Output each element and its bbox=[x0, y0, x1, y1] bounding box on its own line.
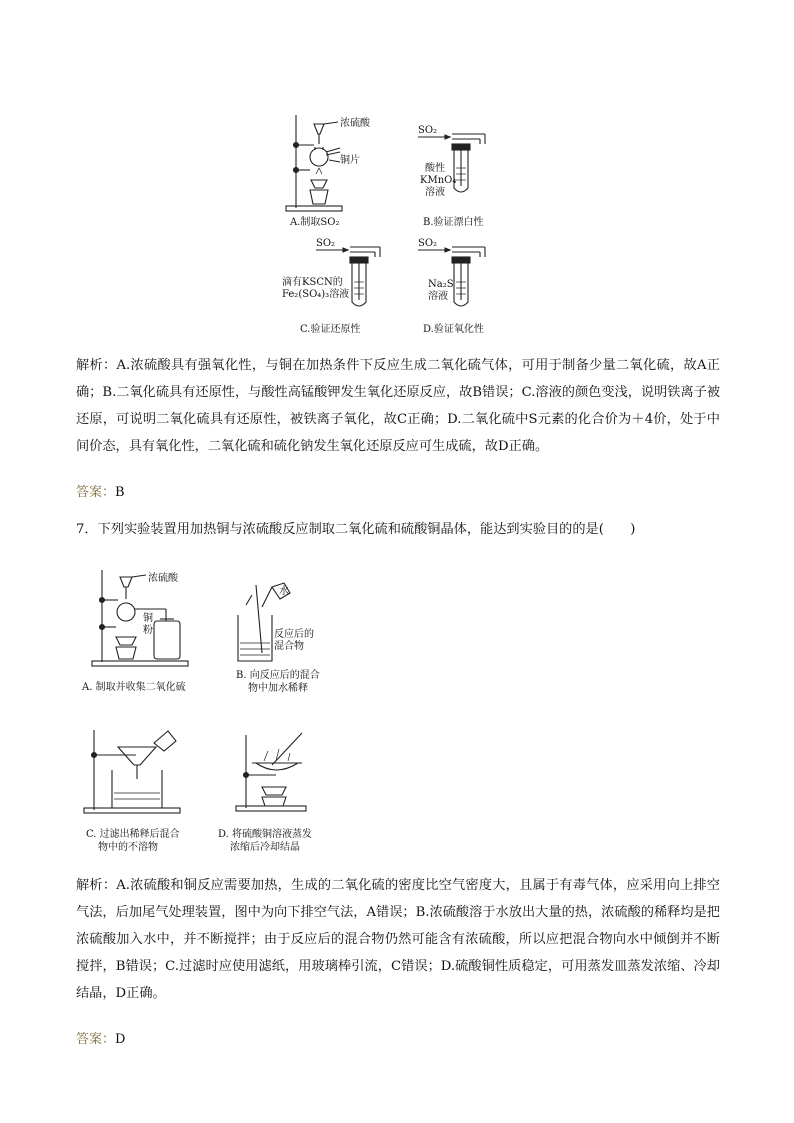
question-7: 7．下列实验装置用加热铜与浓硫酸反应制取二氧化硫和硫酸铜晶体，能达到实验目的的是( ) bbox=[76, 522, 636, 537]
label-so2-d: SO₂ bbox=[418, 238, 438, 249]
label-2-copper-2: 粉 bbox=[143, 625, 153, 636]
caption-d: D.验证氧化性 bbox=[423, 324, 484, 335]
label-acid-kmno4: 酸性 bbox=[425, 163, 445, 174]
label-solution-b: 溶液 bbox=[425, 187, 445, 198]
caption-2a: A. 制取并收集二氧化硫 bbox=[82, 682, 186, 693]
caption-2b-1: B. 向反应后的混合 bbox=[236, 670, 320, 681]
apparatus-2d bbox=[236, 733, 306, 811]
apparatus-2c bbox=[84, 730, 180, 813]
label-conc-acid: 浓硫酸 bbox=[340, 118, 370, 129]
label-2-copper-1: 铜 bbox=[143, 613, 153, 624]
analysis-paragraph-1: 解析：A.浓硫酸具有强氧化性，与铜在加热条件下反应生成二氧化硫气体，可用于制备少量二氧化硫，故A正确；B.二氧化硫具有还原性，与酸性高锰酸钾发生氧化还原反应，故B错误；C.溶液的颜色变浅，说明铁离子被还原，可说明二氧化硫具有还原性，被铁离子氧化，故C正确；D.二氧化硫中S元素的化合价为＋4价，处于中间价态，具有氧化性，二氧化硫和硫化钠发生氧化还原反应可生成硫，故D正确。 bbox=[76, 358, 721, 454]
caption-2c-1: C. 过滤出稀释后混合 bbox=[86, 829, 180, 840]
label-copper: 铜片 bbox=[340, 155, 360, 166]
caption-a: A.制取SO₂ bbox=[290, 217, 340, 228]
caption-2c-2: 物中的不溶物 bbox=[98, 842, 158, 853]
caption-b: B.验证漂白性 bbox=[423, 217, 484, 228]
label-so2-b: SO₂ bbox=[418, 125, 438, 136]
figure-2-apparatus bbox=[76, 565, 356, 860]
caption-2d-1: D. 将硫酸铜溶液蒸发 bbox=[218, 829, 313, 840]
apparatus-a bbox=[286, 115, 342, 211]
label-2-mix-1: 反应后的 bbox=[274, 629, 314, 640]
label-2-conc-acid: 浓硫酸 bbox=[148, 573, 178, 584]
apparatus-2a bbox=[92, 570, 188, 666]
label-kscn-1: 滴有KSCN的 bbox=[282, 277, 343, 288]
label-so2-c: SO₂ bbox=[316, 238, 336, 249]
label-2-water: 水 bbox=[279, 586, 289, 597]
caption-2b-2: 物中加水稀释 bbox=[248, 683, 308, 694]
label-na2s: Na₂S bbox=[428, 279, 454, 290]
answer-1 bbox=[76, 481, 125, 500]
label-kmno4: KMnO₄ bbox=[420, 175, 457, 186]
answer-2-label: 答案： bbox=[76, 1032, 116, 1047]
label-2-mix-2: 混合物 bbox=[274, 641, 304, 652]
caption-c: C.验证还原性 bbox=[300, 324, 361, 335]
answer-1-label: 答案： bbox=[76, 485, 116, 500]
answer-1-value: B bbox=[115, 485, 125, 500]
label-kscn-2: Fe₂(SO₄)₃溶液 bbox=[282, 289, 350, 300]
figure-1-apparatus bbox=[280, 110, 520, 340]
label-solution-d: 溶液 bbox=[428, 291, 448, 302]
answer-2 bbox=[76, 1028, 125, 1047]
caption-2d-2: 浓缩后冷却结晶 bbox=[230, 842, 300, 853]
answer-2-value: D bbox=[115, 1032, 126, 1047]
analysis-paragraph-2: 解析：A.浓硫酸和铜反应需要加热，生成的二氧化硫的密度比空气密度大，且属于有毒气体，应采用向上排空气法，后加尾气处理装置，图中为向下排空气法，A错误；B.浓硫酸溶于水放出大量的热，浓硫酸的稀释均是把浓硫酸加入水中，并不断搅拌；由于反应后的混合物仍然可能含有浓硫酸，所以应把混合物向水中倾倒并不断搅拌，B错误；C.过滤时应使用滤纸，用玻璃棒引流，C错误；D.硫酸铜性质稳定，可用蒸发皿蒸发浓缩、冷却结晶，D正确。 bbox=[76, 878, 720, 1001]
figure-2-drawing bbox=[76, 565, 356, 860]
